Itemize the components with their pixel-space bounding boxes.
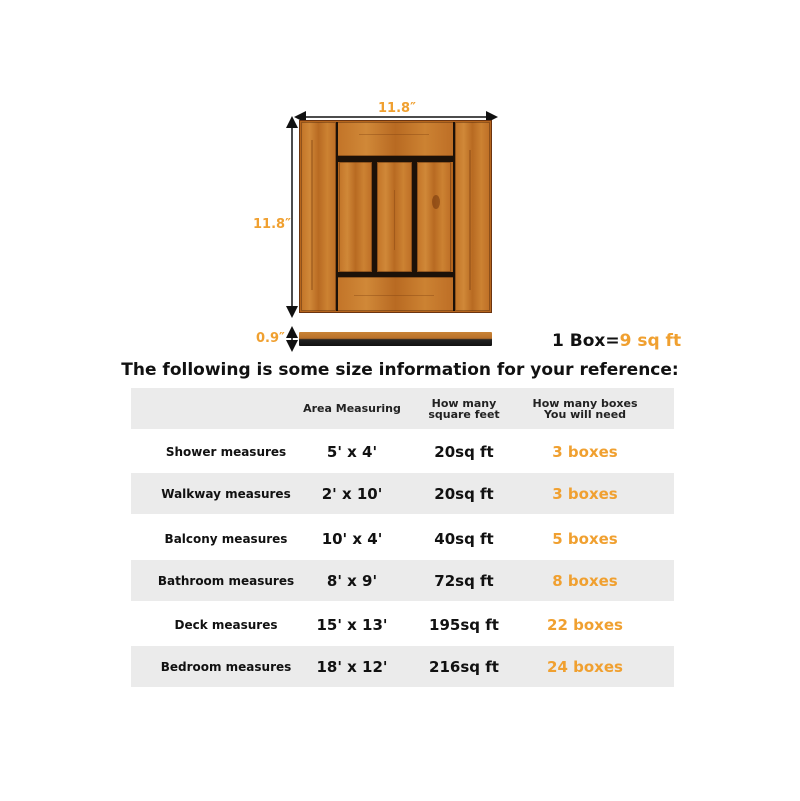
table-row: Bedroom measures 18' x 12' 216sq ft 24 boxes <box>131 646 674 687</box>
table-row: Deck measures 15' x 13' 195sq ft 22 boxes <box>174 615 623 634</box>
tile-plank-right <box>455 122 490 311</box>
table-row: Walkway measures 2' x 10' 20sq ft 3 boxes <box>131 473 674 514</box>
box-coverage-value: 9 sq ft <box>619 331 682 351</box>
height-label: 11.8″ <box>253 217 291 232</box>
tile-side-profile <box>299 332 492 346</box>
header-area: Area Measuring <box>303 402 401 415</box>
table-row: Shower measures 5' x 4' 20sq ft 3 boxes <box>165 442 618 461</box>
tile-plank-left <box>301 122 336 311</box>
deck-tile-image <box>299 120 492 313</box>
tile-plank-center-1 <box>339 162 372 272</box>
headline: The following is some size information for your reference: <box>121 360 679 380</box>
table-row: Bathroom measures 8' x 9' 72sq ft 8 boxes <box>131 560 674 601</box>
header-boxes: How many boxes You will need <box>532 396 638 421</box>
header-sqft: How many square feet <box>428 396 500 421</box>
box-coverage <box>552 331 681 351</box>
table-header <box>131 388 674 429</box>
box-coverage-prefix: 1 Box= <box>552 331 620 351</box>
width-label: 11.8″ <box>378 101 416 116</box>
tile-plank-center-3 <box>417 162 451 272</box>
tile-plank-top <box>337 122 454 156</box>
tile-plank-bottom <box>337 277 454 311</box>
thickness-label: 0.9″ <box>256 331 285 346</box>
table-row: Balcony measures 10' x 4' 40sq ft 5 boxes <box>164 529 618 548</box>
